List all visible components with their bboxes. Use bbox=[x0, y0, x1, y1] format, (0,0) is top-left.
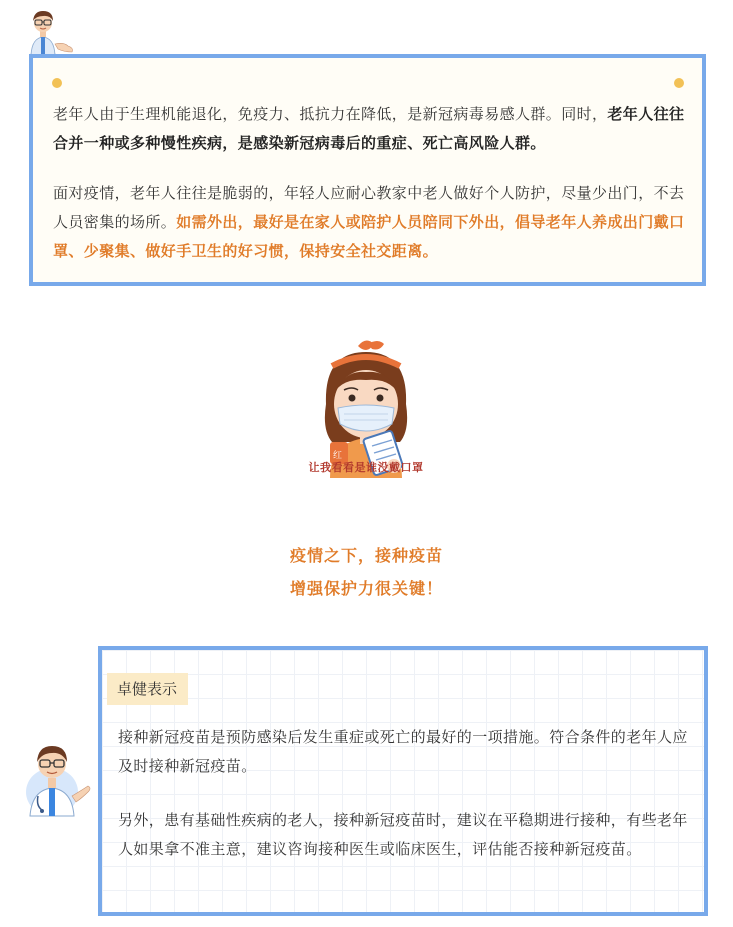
intro-paragraph-1 bbox=[53, 100, 685, 158]
illustration-caption: 让我看看是谁没戴口罩 bbox=[308, 461, 424, 474]
decor-dot-right bbox=[674, 78, 684, 88]
intro-paragraph-2 bbox=[53, 179, 685, 266]
intro-paragraph-2-text: 面对疫情，老年人往往是脆弱的，年轻人应耐心教家中老人做好个人防护，尽量少出门，不去人员密集的场所。 bbox=[53, 184, 685, 231]
expert-card bbox=[98, 646, 708, 916]
expert-paragraph-2: 另外，患有基础性疾病的老人，接种新冠疫苗时，建议在平稳期进行接种，有些老年人如果拿不准主意，建议咨询接种医生或临床医生，评估能否接种新冠疫苗。 bbox=[118, 811, 688, 858]
doctor-avatar-icon bbox=[28, 6, 80, 56]
headline-line-2: 增强保护力很关键！ bbox=[290, 579, 444, 598]
doctor-avatar-icon bbox=[22, 740, 94, 818]
expert-tag: 卓健表示 bbox=[107, 673, 188, 705]
intro-paragraph-1-text: 老年人由于生理机能退化，免疫力、抵抗力在降低，是新冠病毒易感人群。同时， bbox=[53, 105, 608, 123]
masked-girl-clipboard-illustration bbox=[296, 338, 436, 478]
expert-paragraph-1: 接种新冠疫苗是预防感染后发生重症或死亡的最好的一项措施。符合条件的老年人应及时接种新冠疫苗。 bbox=[118, 728, 688, 775]
svg-text:红: 红 bbox=[333, 451, 343, 461]
decor-dot-left bbox=[52, 78, 62, 88]
intro-card bbox=[29, 54, 706, 286]
intro-paragraph-2-highlight: 如需外出，最好是在家人或陪护人员陪同下外出，倡导老年人养成出门戴口罩、少聚集、做好手卫生的好习惯，保持安全社交距离。 bbox=[53, 213, 685, 260]
intro-paragraph-1-bold: 老年人往往合并一种或多种慢性疾病，是感染新冠病毒后的重症、死亡高风险人群。 bbox=[53, 105, 685, 152]
headline-line-1: 疫情之下，接种疫苗 bbox=[290, 546, 444, 565]
